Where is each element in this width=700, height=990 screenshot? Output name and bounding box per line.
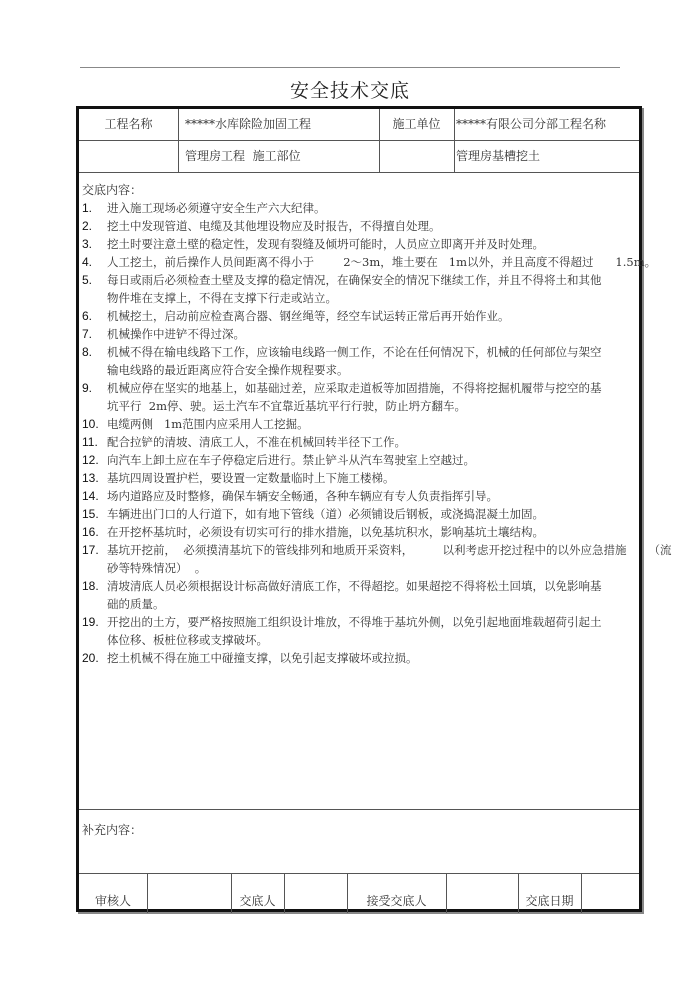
list-item <box>82 523 638 541</box>
construction-part-value: 管理房基槽挖土 <box>456 149 541 163</box>
project-name-value: *****水库除险加固工程 <box>185 117 312 131</box>
item-number <box>82 595 107 613</box>
item-text: 机械挖土，启动前应检查离合器、钢丝绳等，经空车试运转正常后再开始作业。 <box>107 309 510 323</box>
list-item <box>82 235 638 253</box>
discloser-label: 交底人 <box>239 894 276 908</box>
list-item <box>82 253 657 271</box>
item-number: 14. <box>82 489 99 503</box>
disclosure-content <box>82 181 672 667</box>
item-text: 清坡清底人员必须根据设计标高做好清底工作，不得超挖。如果超挖不得将松土回填，以免影响基 <box>107 579 602 593</box>
project-name-label: 工程名称 <box>104 117 153 131</box>
contractor-value: *****有限公司分部工程名称 <box>456 117 607 131</box>
row-divider <box>79 140 639 141</box>
item-text: 机械不得在输电线路下工作，应该输电线路一侧工作，不论在任何情况下，机械的任何部位与架空 <box>107 345 602 359</box>
reviewer-label: 审核人 <box>94 894 131 908</box>
item-number: 8. <box>82 345 93 359</box>
item-number <box>82 289 107 307</box>
item-number <box>82 397 107 415</box>
list-item-continuation <box>82 289 638 307</box>
list-item <box>82 613 638 631</box>
sub-project-value: 管理房工程 施工部位 <box>185 149 301 163</box>
list-item-continuation <box>82 559 638 577</box>
item-text: 机械操作中进铲不得过深。 <box>107 327 245 341</box>
date-label: 交底日期 <box>525 894 574 908</box>
item-number: 11. <box>82 435 98 449</box>
item-text: 场内道路应及时整修，确保车辆安全畅通，各种车辆应有专人负责指挥引导。 <box>107 489 498 503</box>
item-text: 挖土中发现管道、电缆及其他埋设物应及时报告，不得擅自处理。 <box>107 219 441 233</box>
list-item-continuation <box>82 595 638 613</box>
top-rule <box>80 67 620 68</box>
list-item <box>82 415 638 433</box>
list-item <box>82 379 638 397</box>
item-number: 5. <box>82 273 93 287</box>
receiver-label: 接受交底人 <box>366 894 427 908</box>
list-item-continuation <box>82 631 638 649</box>
list-item <box>82 325 638 343</box>
item-text: 车辆进出门口的人行道下，如有地下管线（道）必须铺设后钢板，或浇捣混凝土加固。 <box>107 507 544 521</box>
row-divider <box>79 172 639 173</box>
list-item <box>82 577 638 595</box>
item-number: 7. <box>82 327 93 341</box>
list-item <box>82 271 638 289</box>
item-text: 基坑四周设置护栏，要设置一定数量临时上下施工楼梯。 <box>107 471 395 485</box>
item-number: 18. <box>82 579 99 593</box>
list-item <box>82 487 638 505</box>
reviewer-field[interactable] <box>148 874 231 912</box>
item-number: 15. <box>82 507 99 521</box>
item-text: 向汽车上卸土应在车子停稳定后进行。禁止铲斗从汽车驾驶室上空越过。 <box>107 453 475 467</box>
supplement-heading: 补充内容： <box>82 823 143 837</box>
item-text: 础的质量。 <box>107 597 165 611</box>
list-item <box>82 199 638 217</box>
item-number: 10. <box>82 417 99 431</box>
item-number: 3. <box>82 237 93 251</box>
item-text: 进入施工现场必须遵守安全生产六大纪律。 <box>107 201 326 215</box>
item-text: 配合拉铲的清坡、清底工人，不准在机械回转半径下工作。 <box>107 435 406 449</box>
row-divider <box>79 809 639 810</box>
item-text: 砂等特殊情况） 。 <box>107 561 207 575</box>
list-item <box>82 217 638 235</box>
col-divider <box>178 109 179 172</box>
col-divider <box>454 109 455 172</box>
receiver-field[interactable] <box>447 874 518 912</box>
item-text: 挖土机械不得在施工中碰撞支撑，以免引起支撑破坏或拉损。 <box>107 651 418 665</box>
item-number: 12. <box>82 453 99 467</box>
list-item <box>82 649 638 667</box>
item-number: 4. <box>82 255 93 269</box>
item-number <box>82 559 107 577</box>
list-item <box>82 433 638 451</box>
item-text: 挖土时要注意土壁的稳定性，发现有裂缝及倾坍可能时，人员应立即离开并及时处理。 <box>107 237 544 251</box>
item-number: 13. <box>82 471 99 485</box>
document-title: 安全技术交底 <box>289 80 410 102</box>
item-text: 基坑开挖前， 必须摸清基坑下的管线排列和地质开采资料， 以利考虑开挖过程中的以外应急措施 （流 <box>107 543 672 557</box>
item-text: 开挖出的土方，要严格按照施工组织设计堆放，不得堆于基坑外侧，以免引起地面堆载超荷引起土 <box>107 615 602 629</box>
list-item <box>82 307 638 325</box>
item-number: 6. <box>82 309 93 323</box>
item-text: 体位移、板桩位移或支撑破坏。 <box>107 633 268 647</box>
item-text: 在开挖杯基坑时，必须设有切实可行的排水措施，以免基坑积水，影响基坑土壤结构。 <box>107 525 544 539</box>
item-text: 电缆两侧 1m范围内应采用人工挖掘。 <box>107 417 309 431</box>
disclosure-table <box>76 106 672 912</box>
item-number: 17. <box>82 543 99 557</box>
item-number: 20. <box>82 651 99 665</box>
discloser-field[interactable] <box>285 874 347 912</box>
item-text: 物件堆在支撑上，不得在支撑下行走或站立。 <box>107 291 337 305</box>
list-item <box>82 469 638 487</box>
date-field[interactable] <box>582 874 637 912</box>
list-item <box>82 541 672 559</box>
item-number: 16. <box>82 525 99 539</box>
item-number: 2. <box>82 219 93 233</box>
item-number <box>82 361 107 379</box>
item-text: 坑平行 2m停、驶。运土汽车不宜靠近基坑平行行驶，防止坍方翻车。 <box>107 399 467 413</box>
list-item-continuation <box>82 397 638 415</box>
item-number: 9. <box>82 381 93 395</box>
item-number <box>82 631 107 649</box>
list-item <box>82 451 638 469</box>
item-number: 1. <box>82 201 93 215</box>
item-text: 输电线路的最近距离应符合安全操作规程要求。 <box>107 363 349 377</box>
contractor-label: 施工单位 <box>392 117 441 131</box>
item-text: 每日或雨后必须检查土壁及支撑的稳定情况，在确保安全的情况下继续工作，并且不得将土和其他 <box>107 273 602 287</box>
list-item-continuation <box>82 361 638 379</box>
list-item <box>82 343 638 361</box>
item-text: 人工挖土，前后操作人员间距离不得小于 2～3m，堆土要在 1m以外，并且高度不得超过 1.5m。 <box>107 255 657 269</box>
item-text: 机械应停在坚实的地基上，如基础过差，应采取走道板等加固措施，不得将挖掘机履带与挖空的基 <box>107 381 602 395</box>
content-heading: 交底内容： <box>82 183 143 197</box>
list-item <box>82 505 638 523</box>
item-number: 19. <box>82 615 99 629</box>
